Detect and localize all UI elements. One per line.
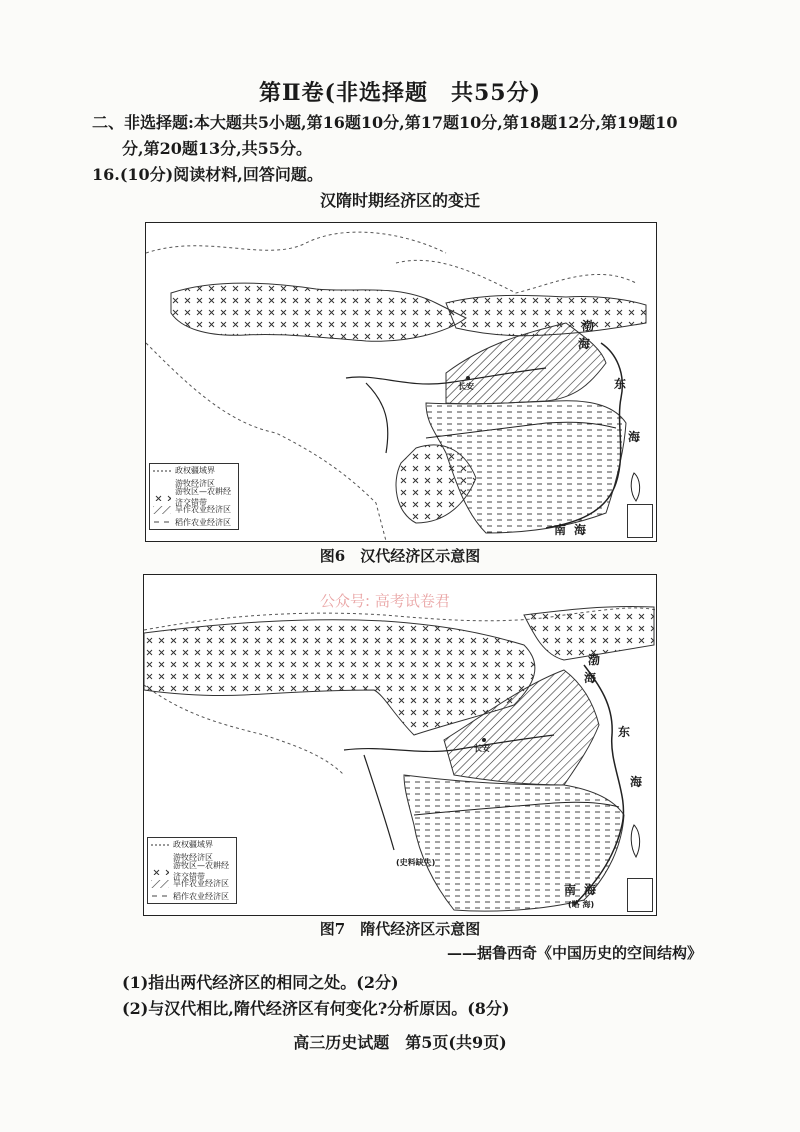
sui-label-nan: 南 [564, 883, 577, 897]
legend-transition-label: 游牧区—农耕经济交错带 [175, 486, 231, 507]
question-intro: 16.(10分)阅读材料,回答问题。 [92, 165, 323, 184]
watermark: 公众号: 高考试卷君 [320, 592, 450, 610]
sui-changan-marker [482, 738, 486, 742]
han-label-changan: 长安 [458, 382, 474, 391]
sui-label-hai3: 海 [584, 883, 597, 897]
han-transition-zone-west [171, 283, 466, 341]
sui-river-branch [364, 755, 394, 850]
figure6-caption: 图6 汉代经济区示意图 [319, 547, 481, 565]
han-label-hai1: 海 [578, 337, 591, 351]
han-boundary-ne [396, 260, 636, 293]
page-footer: 高三历史试题 第5页(共9页) [293, 1033, 507, 1052]
sui-inset-map [627, 878, 653, 912]
han-label-hai3: 海 [574, 523, 587, 537]
legend-rice-label: 稻作农业经济区 [175, 518, 231, 527]
legend-dryland-label: 旱作农业经济区 [173, 879, 229, 888]
legend-boundary-label: 政权疆域界 [175, 466, 215, 475]
sui-taiwan [631, 825, 639, 857]
han-rice-zone [426, 401, 626, 533]
legend-dryland-label: 旱作农业经济区 [175, 505, 231, 514]
legend-boundary-label: 政权疆域界 [173, 840, 213, 849]
legend-pastoral-label: 游牧经济区 [175, 479, 215, 488]
sui-label-hai2: 海 [630, 775, 643, 789]
material-title: 汉隋时期经济区的变迁 [319, 191, 480, 210]
han-river-branch [366, 383, 388, 453]
han-label-hai2: 海 [628, 430, 641, 444]
sui-label-dong: 东 [618, 725, 631, 739]
sui-label-hai1: 海 [584, 671, 597, 685]
sui-label-bo: 渤 [588, 653, 601, 667]
han-changan-marker [466, 376, 470, 380]
sui-label-changan: 长安 [474, 744, 490, 753]
question-part2: (2)与汉代相比,隋代经济区有何变化?分析原因。(8分) [122, 999, 510, 1018]
section-title: 第Ⅱ卷(非选择题 共55分) [259, 80, 541, 106]
han-inset-map [627, 504, 653, 538]
han-label-dong: 东 [614, 377, 627, 391]
legend-pastoral-label: 游牧经济区 [173, 853, 213, 862]
instructions-line2: 分,第20题13分,共55分。 [122, 139, 312, 158]
han-label-nan: 南 [554, 523, 567, 537]
sui-transition-zone [144, 620, 535, 735]
han-legend [149, 463, 239, 530]
han-taiwan [631, 473, 639, 501]
question-part1: (1)指出两代经济区的相同之处。(2分) [122, 973, 399, 992]
figure7-caption: 图7 隋代经济区示意图 [319, 920, 481, 938]
legend-rice-label: 稻作农业经济区 [173, 892, 229, 901]
legend-transition-label: 游牧区—农耕经济交错带 [173, 860, 229, 881]
han-economic-map [145, 222, 657, 542]
sui-legend [147, 837, 237, 904]
instructions-line1: 二、非选择题:本大题共5小题,第16题10分,第17题10分,第18题12分,第19题10 [92, 113, 678, 132]
han-label-bo: 渤 [582, 319, 595, 333]
source-citation: ——据鲁西奇《中国历史的空间结构》 [446, 944, 702, 962]
sui-economic-map [143, 574, 657, 916]
sui-label-no-data: (史料缺失) [396, 858, 436, 867]
sui-boundary-west [144, 685, 344, 775]
sui-label-inset-note: (略 海) [568, 900, 595, 909]
han-boundary-north [146, 232, 446, 253]
